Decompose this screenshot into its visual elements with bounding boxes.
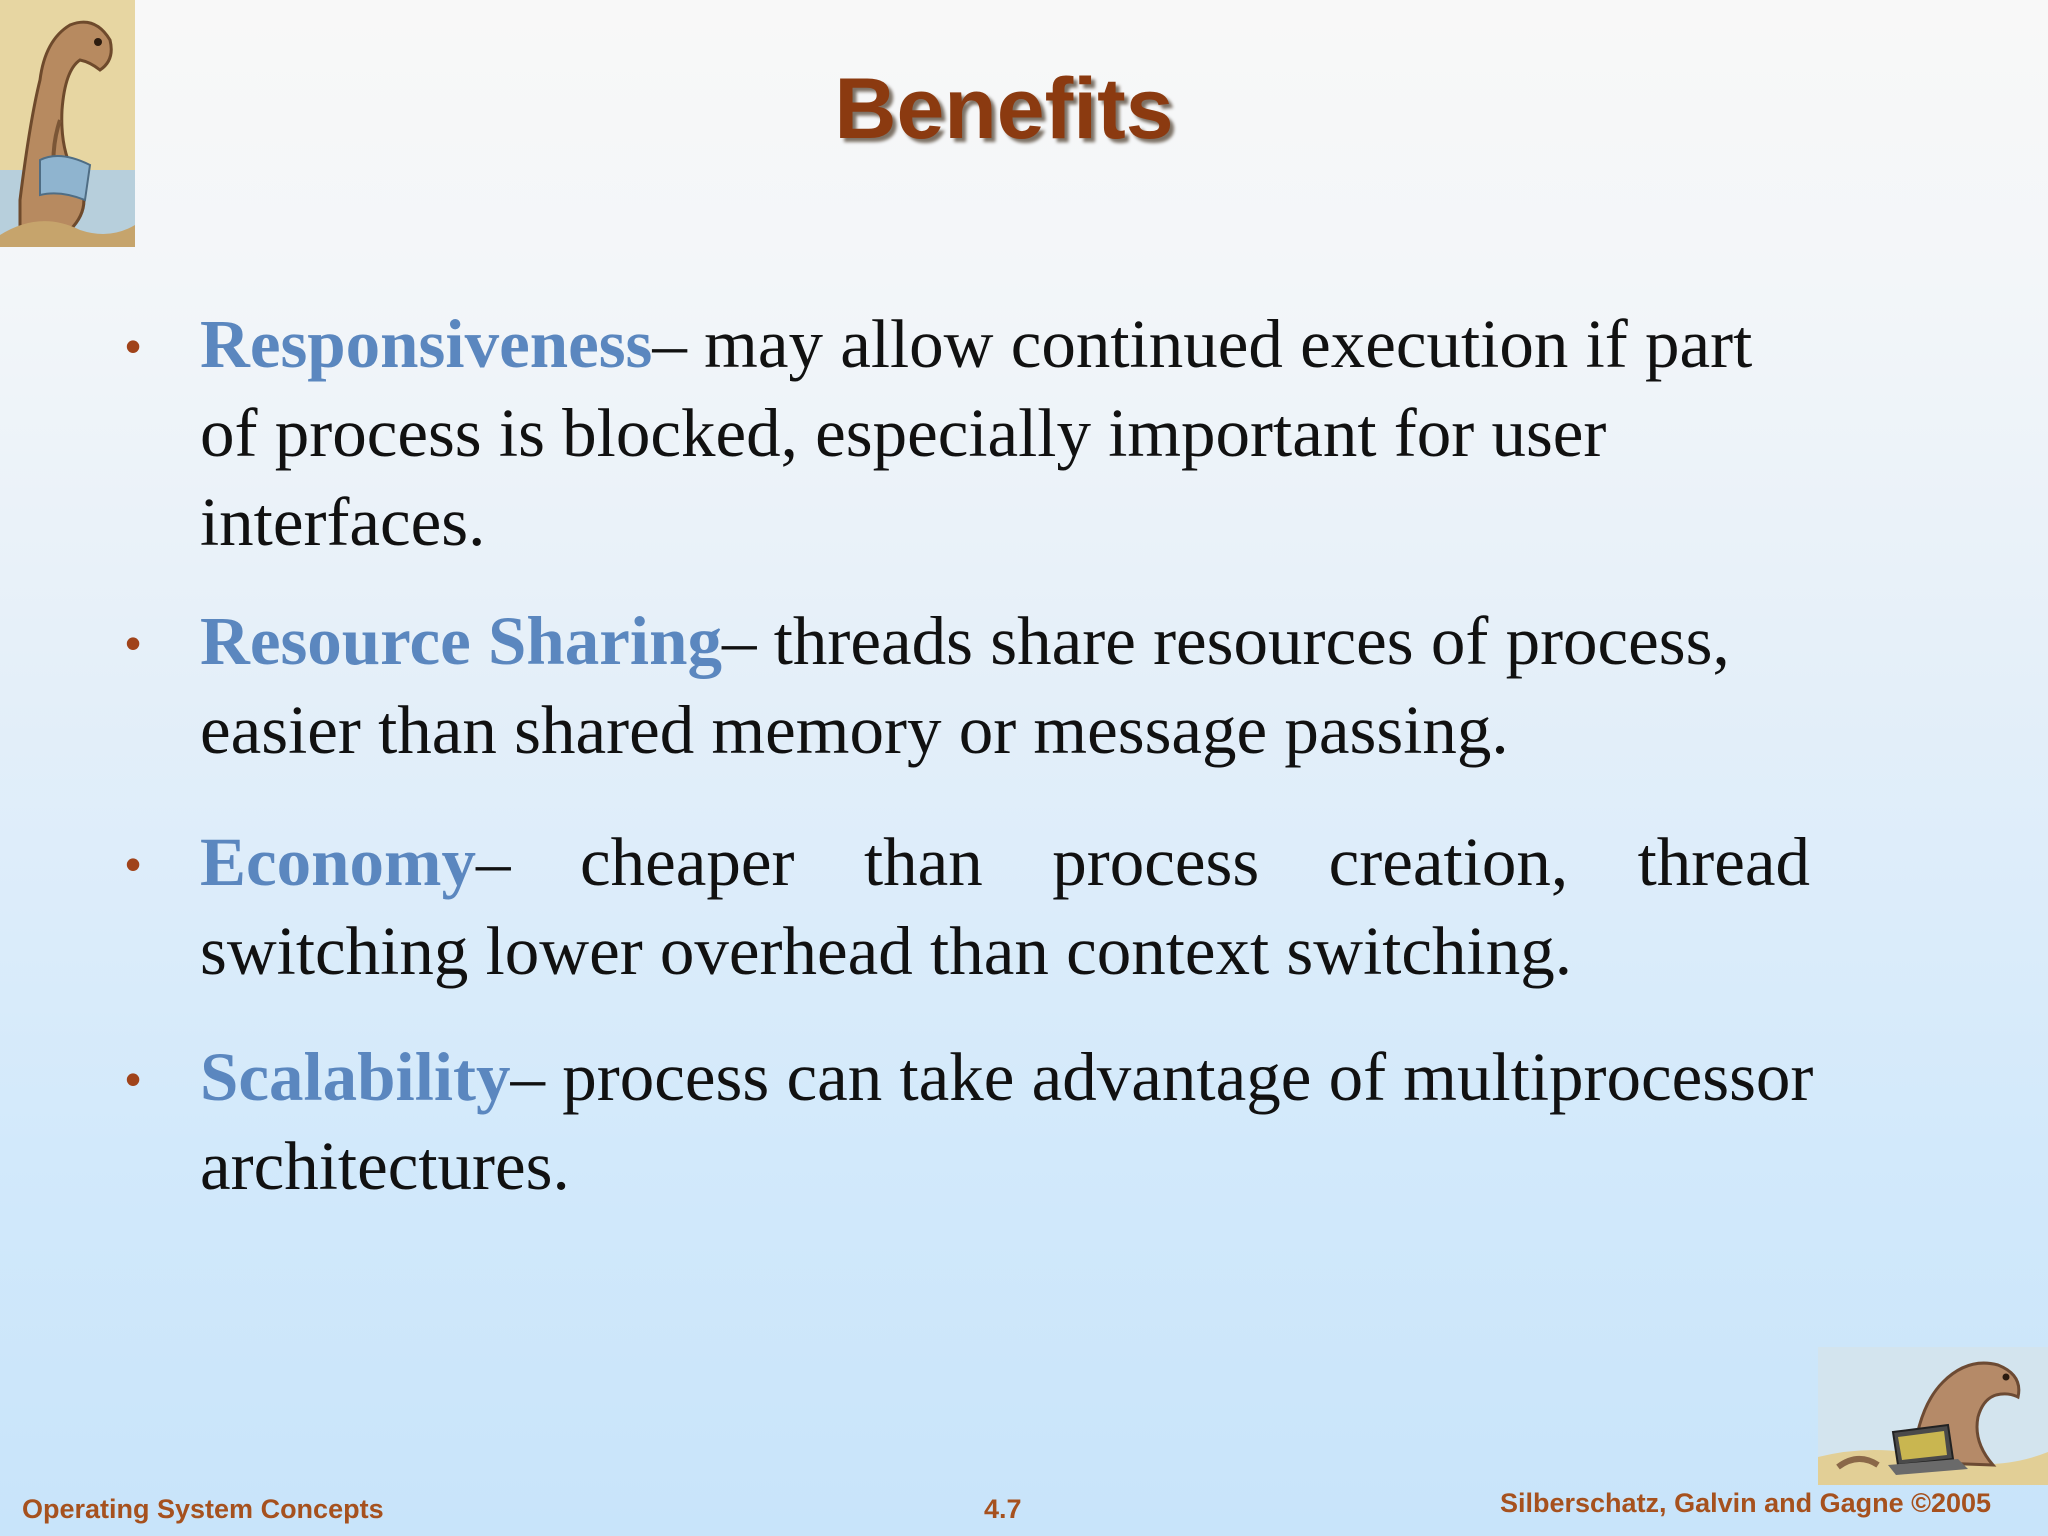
bullet-term: Scalability xyxy=(200,1039,511,1115)
bullet-icon: • xyxy=(125,1053,142,1105)
bullet-item xyxy=(125,597,1900,775)
bullet-line xyxy=(200,818,1810,907)
slide-title xyxy=(0,60,2048,159)
bullet-text: switching lower overhead than context switching. xyxy=(200,913,1572,989)
dinosaur-laptop-icon xyxy=(1818,1347,2048,1485)
bullet-item xyxy=(125,818,1810,996)
bullet-item xyxy=(125,1033,1960,1211)
bullet-icon: • xyxy=(125,838,142,890)
footer-page-number: 4.7 xyxy=(984,1494,1022,1524)
bullet-text: interfaces. xyxy=(200,484,486,560)
bullet-text: – threads share resources of process, xyxy=(721,603,1730,679)
bullet-term: Resource Sharing xyxy=(200,603,722,679)
bullet-text: of process is blocked, especially important for user xyxy=(200,395,1607,471)
bullet-icon: • xyxy=(125,320,142,372)
footer-authors: Silberschatz, Galvin and Gagne ©2005 xyxy=(1500,1488,1992,1518)
bullet-text: – cheaper than process creation, thread xyxy=(476,824,1810,900)
bullet-text: easier than shared memory or message passing. xyxy=(200,692,1509,768)
bullet-item xyxy=(125,300,1900,567)
bullet-text: – process can take advantage of multiprocessor xyxy=(510,1039,1814,1115)
bullet-term: Economy xyxy=(200,824,476,900)
footer-book-title: Operating System Concepts xyxy=(22,1494,384,1524)
bullet-text: – may allow continued execution if part xyxy=(652,306,1753,382)
bullet-text: architectures. xyxy=(200,1128,570,1204)
bullet-icon: • xyxy=(125,617,142,669)
bullet-term: Responsiveness xyxy=(200,306,653,382)
slide-title-text: Benefits xyxy=(834,61,1174,157)
